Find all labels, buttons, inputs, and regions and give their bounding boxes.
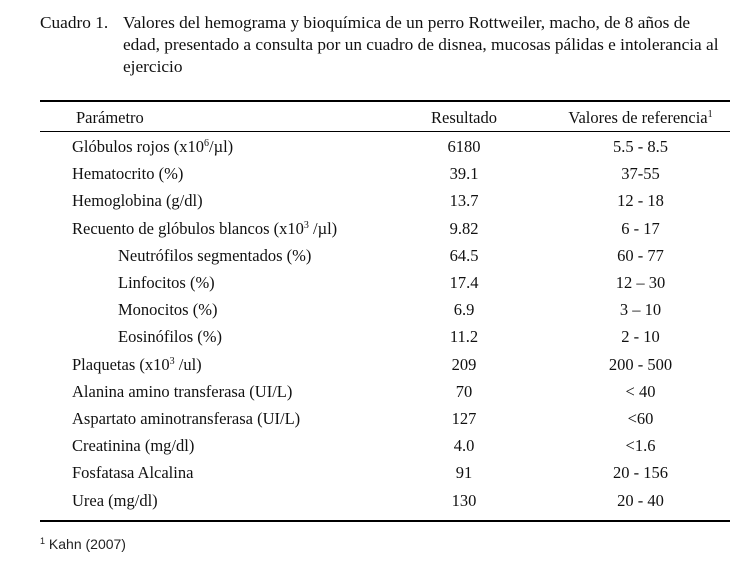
row-param-text: Fosfatasa Alcalina [72,463,194,483]
row-param-unit: /µl) [209,137,234,156]
row-reference: 200 - 500 [608,354,673,374]
row-reference: 12 - 18 [617,191,664,211]
row-param [118,300,217,320]
row-reference: <1.6 [625,436,656,456]
row-param-text: Glóbulos rojos (x10 [72,137,204,156]
row-param-text: Neutrófilos segmentados (%) [118,245,312,265]
row-param [72,355,202,375]
row-reference: 5.5 - 8.5 [613,137,668,156]
row-param-text: Eosinófilos (%) [118,327,223,347]
row-result: 17.4 [449,273,479,292]
row-result: 11.2 [449,327,479,347]
row-result: 39.1 [449,164,479,184]
table-header-rule [40,131,730,132]
row-param-text: Urea (mg/dl) [72,490,158,510]
header-result: Resultado [431,108,497,127]
row-reference: 20 - 40 [617,490,664,510]
row-param [72,491,158,511]
row-result: 4.0 [453,436,475,456]
row-result: 13.7 [449,191,479,211]
table-caption [40,12,730,78]
footnote [40,536,126,552]
row-param-exponent: 3 [169,355,175,367]
row-param-text: Hematocrito (%) [72,164,184,184]
row-result: 70 [455,381,473,401]
row-param-text: Hemoglobina (g/dl) [72,191,203,211]
row-param [118,246,311,266]
row-result: 130 [451,490,477,510]
row-reference: 6 - 17 [621,218,660,238]
caption-text: Valores del hemograma y bioquímica de un perro Rottweiler, macho, de 8 años de edad, presentado a consulta por un cuadro de disnea, mucosas pálidas e intolerancia al ejercicio [123,13,719,76]
row-param [72,219,337,239]
row-param [72,164,183,184]
row-result: 9.82 [449,218,479,238]
row-param-text: Aspartato aminotransferasa (UI/L) [72,409,301,428]
row-param-text: Monocitos (%) [118,300,218,320]
row-param-unit: /µl) [308,218,338,238]
row-reference: 60 - 77 [617,245,664,265]
table-bottom-rule [40,520,730,522]
header-param: Parámetro [76,108,144,127]
row-result: 6.9 [453,300,475,320]
row-param [72,463,193,483]
row-reference: <60 [627,409,654,428]
row-reference: 3 – 10 [619,300,662,320]
row-param-text: Plaquetas (x10 [72,354,170,374]
row-reference: 2 - 10 [621,327,660,347]
footnote-marker: 1 [40,536,46,546]
row-param-exponent: 3 [303,219,309,231]
header-reference-label: Valores de referencia [568,108,708,127]
row-param [72,137,233,157]
footnote-text: Kahn (2007) [45,536,126,552]
row-result: 64.5 [449,245,479,265]
row-reference: 37-55 [621,164,660,184]
row-reference: 12 – 30 [615,273,666,292]
row-param-text: Creatinina (mg/dl) [72,436,195,456]
row-param-text: Linfocitos (%) [118,273,215,292]
header-reference-sup: 1 [707,109,713,120]
row-result: 91 [455,463,473,483]
header-reference [558,108,723,128]
row-param [72,436,194,456]
table-top-rule [40,100,730,102]
row-param-text: Recuento de glóbulos blancos (x10 [72,218,304,238]
row-param [72,409,300,429]
caption-label: Cuadro 1. [40,13,109,32]
row-reference: < 40 [625,381,656,401]
row-result: 127 [451,409,477,428]
row-result: 6180 [447,137,481,156]
row-param-exponent: 6 [204,138,209,149]
row-result: 209 [451,354,477,374]
row-param [118,327,222,347]
row-param [118,273,215,293]
row-param-unit: /ul) [174,354,202,374]
row-param [72,191,203,211]
row-reference: 20 - 156 [613,463,668,483]
row-param [72,382,292,402]
row-param-text: Alanina amino transferasa (UI/L) [72,381,293,401]
